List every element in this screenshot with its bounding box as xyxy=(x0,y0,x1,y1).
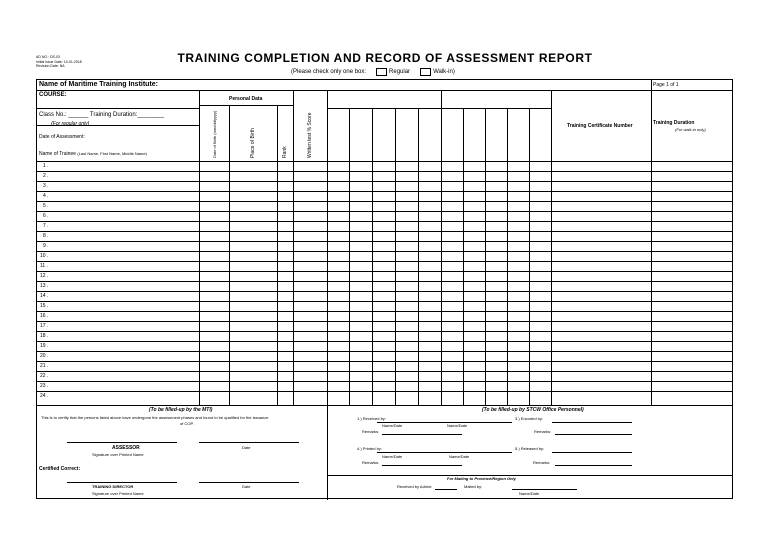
duration-label: Training Duration xyxy=(653,120,695,126)
row-rule xyxy=(37,251,732,252)
pob-column-label: Place of Birth xyxy=(250,128,256,158)
dob-column-label: Date of Birth (mm/dd/yyyy) xyxy=(212,110,217,158)
input-line xyxy=(552,452,632,453)
rank-column-label: Rank xyxy=(282,146,288,158)
input-line xyxy=(555,434,632,435)
regular-label: Regular xyxy=(389,69,411,75)
report-title: TRAINING COMPLETION AND RECORD OF ASSESSMENT REPORT xyxy=(177,51,593,65)
row-number: 10 . xyxy=(40,253,49,259)
director-date-label: Date xyxy=(242,484,251,489)
row-rule xyxy=(37,211,732,212)
row-rule xyxy=(37,361,732,362)
row-number: 16 . xyxy=(40,313,49,319)
row-rule xyxy=(37,271,732,272)
director-signature-label: Signature over Printed Name xyxy=(92,491,144,496)
signature-line xyxy=(67,482,177,483)
input-line xyxy=(435,489,457,490)
report-form xyxy=(36,79,733,499)
name-date-label: Name/Date xyxy=(449,454,470,459)
row-rule xyxy=(37,241,732,242)
for-regular-note: (For regular only) xyxy=(51,121,90,127)
row-rule xyxy=(37,311,732,312)
row-number: 7 . xyxy=(43,223,49,229)
row-rule xyxy=(37,351,732,352)
assessor-signature-label: Signature over Printed Name xyxy=(92,452,144,457)
row-number: 19 . xyxy=(40,343,49,349)
trainee-label xyxy=(39,151,147,157)
received-label: 1.) Received by: xyxy=(357,416,386,421)
name-date-label: Name/Date xyxy=(519,491,540,496)
row-rule xyxy=(37,261,732,262)
input-line xyxy=(377,452,512,453)
col-line xyxy=(199,90,200,405)
mti-heading: (To be filled-up by the MTI) xyxy=(149,407,213,413)
row-number: 13 . xyxy=(40,283,49,289)
rule xyxy=(37,405,732,406)
col-line xyxy=(651,80,652,90)
certify-text: This is to certify that the persons listed above have undergone the assessment phases and found to be qualified for the issuance xyxy=(41,415,269,420)
name-date-label: Name/Date xyxy=(382,454,403,459)
row-rule xyxy=(37,221,732,222)
page-number: Page 1 of 1 xyxy=(653,82,679,88)
input-line xyxy=(555,465,632,466)
written-column-label: Written test % Score xyxy=(307,112,313,158)
row-rule xyxy=(37,231,732,232)
input-line xyxy=(512,489,577,490)
row-number: 5 . xyxy=(43,203,49,209)
row-number: 24 . xyxy=(40,393,49,399)
assessor-label: ASSESSOR xyxy=(112,445,140,451)
cert-number-label: Training Certificate Number xyxy=(567,123,633,129)
row-number: 17 . xyxy=(40,323,49,329)
input-line xyxy=(552,422,632,423)
name-date-label: Name/Date xyxy=(382,423,403,428)
row-number: 3 . xyxy=(43,183,49,189)
row-number: 11 . xyxy=(40,263,48,269)
walkin-label: Walk-in) xyxy=(433,69,455,75)
remarks-label: Remarks: xyxy=(534,429,552,434)
director-label: TRAINING DIRECTOR xyxy=(92,484,134,489)
stcw-heading: (To be filled-up by STCW Office Personnel) xyxy=(482,407,584,413)
input-line xyxy=(382,465,462,466)
rule xyxy=(327,108,551,109)
col-line xyxy=(277,105,278,405)
date-line xyxy=(199,442,299,443)
row-number: 23 . xyxy=(40,383,49,389)
rule xyxy=(327,475,732,476)
remarks-label: Remarks: xyxy=(362,429,380,434)
certify-text-cont: of COP. xyxy=(180,421,194,426)
row-number: 1 . xyxy=(43,163,49,169)
row-rule xyxy=(37,321,732,322)
row-number: 20 . xyxy=(40,353,49,359)
row-number: 14 . xyxy=(40,293,49,299)
rule xyxy=(37,90,732,91)
rule xyxy=(199,105,293,106)
row-rule xyxy=(37,371,732,372)
row-rule xyxy=(37,331,732,332)
doc-code-line: Initial Issue Date: 10-01-2018 xyxy=(36,59,82,64)
institute-label: Name of Maritime Training Institute: xyxy=(39,81,159,88)
document-code xyxy=(36,55,82,69)
row-number: 12 . xyxy=(40,273,49,279)
type-check-row xyxy=(291,68,455,76)
released-label: 5.) Released by: xyxy=(515,446,545,451)
col-line xyxy=(551,90,552,405)
row-number: 18 . xyxy=(40,333,49,339)
duration-sub-label: (For walk-in only) xyxy=(675,127,706,132)
row-number: 22 . xyxy=(40,373,49,379)
col-line xyxy=(229,105,230,405)
row-number: 6 . xyxy=(43,213,49,219)
received-admin-label: Received by Admin: xyxy=(397,484,433,489)
check-instruction: (Please check only one box: xyxy=(291,69,367,75)
row-number: 15 . xyxy=(40,303,49,309)
row-rule xyxy=(37,391,732,392)
doc-code-line: Revision Date: NA xyxy=(36,64,65,68)
mailing-heading: For Mailing to Province/Region Only xyxy=(447,476,516,481)
input-line xyxy=(382,434,462,435)
regular-checkbox[interactable] xyxy=(376,68,387,76)
remarks-label: Remarks: xyxy=(533,460,551,465)
row-rule xyxy=(37,291,732,292)
assessor-date-label: Date xyxy=(242,445,251,450)
col-line xyxy=(651,90,652,405)
name-date-label: Name/Date xyxy=(447,423,468,428)
date-line xyxy=(199,482,299,483)
printed-label: 4.) Printed by: xyxy=(357,446,382,451)
encoded-label: 3.) Encoded by: xyxy=(515,416,544,421)
row-rule xyxy=(37,381,732,382)
row-number: 21 . xyxy=(40,363,49,369)
col-line xyxy=(293,90,294,405)
doc-code-line: AD NO.: DS-03 xyxy=(36,55,60,59)
rule xyxy=(37,108,199,109)
row-rule xyxy=(37,201,732,202)
row-number: 8 . xyxy=(43,233,49,239)
remarks-label: Remarks: xyxy=(362,460,380,465)
row-rule xyxy=(37,301,732,302)
row-number: 4 . xyxy=(43,193,49,199)
row-rule xyxy=(37,171,732,172)
col-line xyxy=(441,90,442,405)
personal-data-label: Personal Data xyxy=(229,96,263,102)
col-line xyxy=(327,90,328,500)
course-label: COURSE: xyxy=(39,92,67,98)
date-assessment-label: Date of Assessment: xyxy=(39,134,85,140)
trainee-name-label: Name of Trainee xyxy=(39,151,76,157)
rule xyxy=(37,161,732,162)
row-rule xyxy=(37,181,732,182)
certified-correct-label: Certified Correct: xyxy=(39,466,81,472)
row-rule xyxy=(37,341,732,342)
row-rule xyxy=(37,281,732,282)
row-rule xyxy=(37,191,732,192)
mailed-label: Mailed by: xyxy=(464,484,483,489)
row-number: 2 . xyxy=(43,173,49,179)
trainee-sub-label: (Last Name, First Name, Middle Name) xyxy=(77,151,147,156)
row-number: 9 . xyxy=(43,243,49,249)
class-no-label: Class No.: ______ Training Duration:________ xyxy=(39,112,165,118)
walkin-checkbox[interactable] xyxy=(420,68,431,76)
signature-line xyxy=(67,442,177,443)
